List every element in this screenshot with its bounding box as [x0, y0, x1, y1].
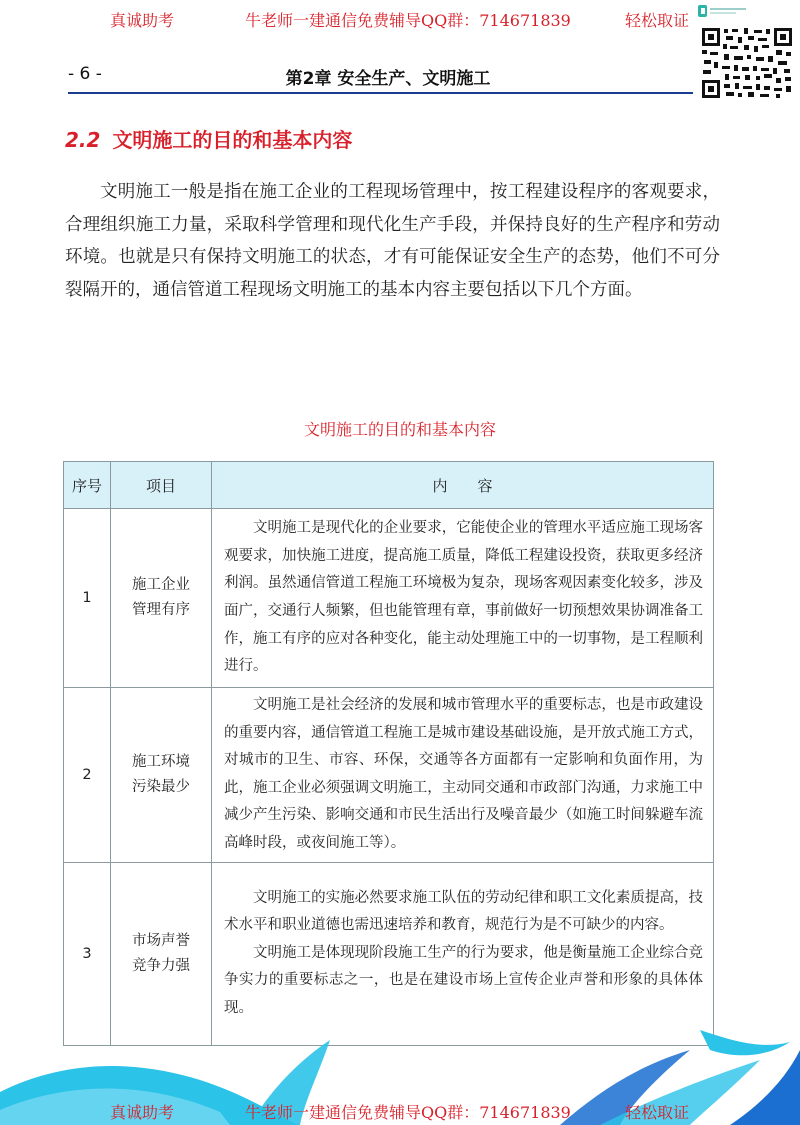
banner-middle-text: 牛老师一建通信免费辅导QQ群：714671839 — [245, 11, 571, 30]
section-title: 文明施工的目的和基本内容 — [112, 128, 353, 152]
row-content — [212, 862, 714, 1045]
footer-right-text: 轻松取证 — [625, 1103, 690, 1122]
row-item-line: 污染最少 — [132, 778, 190, 795]
row-content-paragraph: 文明施工是社会经济的发展和城市管理水平的重要标志，也是市政建设的重要内容，通信管道工程施工是城市建设基础设施，是开放式施工方式，对城市的卫生、市容、环保，交通等各方面都有一定影响和负面作用，为此，施工企业必须强调文明施工，主动同交通和市政部门沟通，力求施工中减少产生污染、影响交通和市民生活出行及噪音最少（如施工时间躲避车流高峰时段，或夜间施工等）。 — [224, 697, 703, 851]
section-heading — [65, 124, 352, 153]
top-banner — [0, 0, 800, 36]
table-row — [64, 862, 714, 1045]
row-item-line: 管理有序 — [132, 602, 190, 618]
row-content-paragraph: 文明施工是现代化的企业要求，它能使企业的管理水平适应施工现场客观要求，加快施工进度，提高施工质量，降低工程建设投资，获取更多经济利润。虽然通信管道工程施工环境极为复杂，现场客观因素变化较多，涉及面广，交通行人频繁，但也能管理有章，事前做好一切预想效果协调准备工作，施工有序的应对各种变化，能主动处理施工中的一切事物，是工程顺利进行。 — [224, 520, 703, 675]
table-caption: 文明施工的目的和基本内容 — [303, 420, 496, 439]
row-item-line: 市场声誉 — [132, 932, 190, 949]
row-index: 2 — [64, 688, 111, 863]
banner-left-text: 真诚助考 — [110, 11, 175, 30]
table-header-row — [64, 462, 714, 509]
row-content-paragraph: 文明施工的实施必然要求施工队伍的劳动纪律和职工文化素质提高，技术水平和职业道德也需迅速培养和教育，规范行为是不可缺少的内容。 — [224, 889, 703, 934]
section-number: 2.2 — [65, 128, 101, 152]
footer-middle-text: 牛老师一建通信免费辅导QQ群：714671839 — [245, 1103, 571, 1122]
intro-paragraph: 文明施工一般是指在施工企业的工程现场管理中，按工程建设程序的客观要求，合理组织施工力量，采取科学管理和现代化生产手段，并保持良好的生产程序和劳动环境。也就是只有保持文明施工的状态，才有可能保证安全生产的态势，他们不可分裂隔开的，通信管道工程现场文明施工的基本内容主要包括以下几个方面。 — [65, 182, 720, 300]
row-item — [111, 688, 212, 863]
row-index: 1 — [64, 509, 111, 688]
table-row — [64, 509, 714, 688]
row-item-line: 施工企业 — [132, 577, 190, 593]
header-item: 项目 — [111, 462, 212, 509]
row-content — [212, 509, 714, 688]
table-row — [64, 688, 714, 863]
bottom-banner — [0, 1098, 800, 1125]
page-number: - 6 - — [68, 64, 102, 84]
row-item — [111, 509, 212, 688]
row-item — [111, 862, 212, 1045]
logo-icon — [697, 3, 749, 23]
row-content — [212, 688, 714, 863]
running-header — [68, 62, 693, 94]
row-item-line: 施工环境 — [132, 753, 190, 770]
chapter-title: 第2章 安全生产、文明施工 — [285, 69, 491, 89]
header-content: 内 容 — [212, 462, 714, 509]
row-content-paragraph: 文明施工是体现现阶段施工生产的行为要求，他是衡量施工企业综合竞争实力的重要标志之一，也是在建设市场上宣传企业声誉和形象的具体体现。 — [224, 944, 703, 1016]
banner-right-text: 轻松取证 — [625, 11, 690, 30]
row-index: 3 — [64, 862, 111, 1045]
row-item-line: 竞争力强 — [132, 957, 190, 974]
qr-code-icon — [700, 26, 794, 100]
content-table — [63, 461, 714, 1046]
footer-left-text: 真诚助考 — [110, 1103, 175, 1122]
header-index: 序号 — [64, 462, 111, 509]
